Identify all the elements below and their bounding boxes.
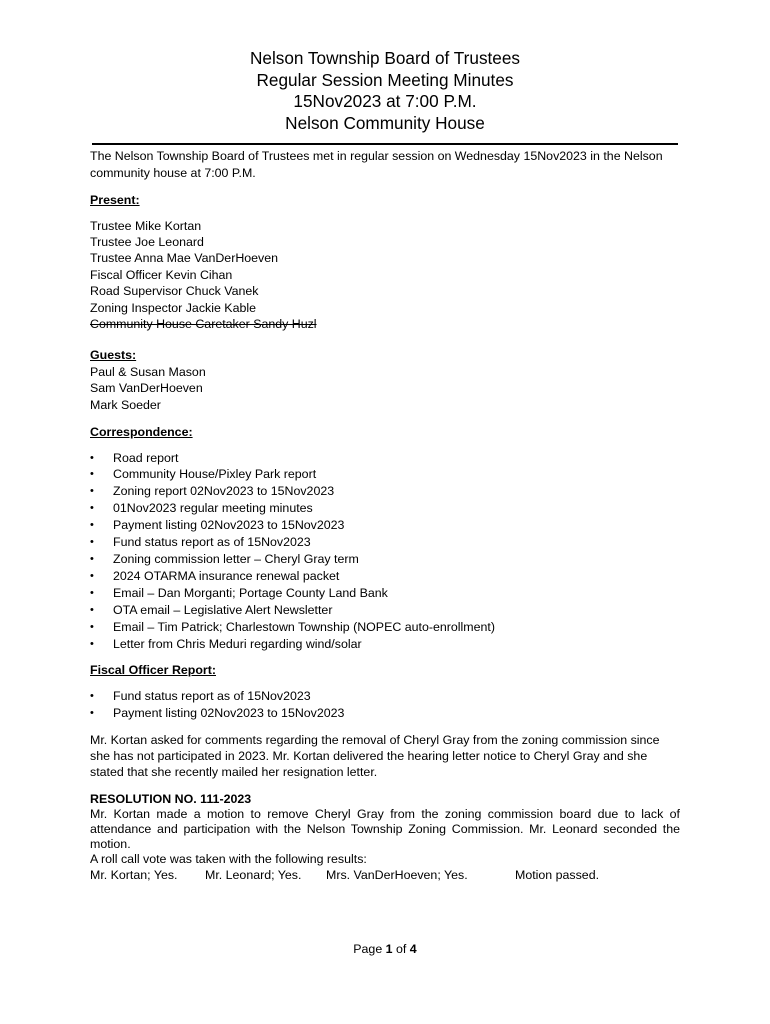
intro-paragraph: The Nelson Township Board of Trustees met in regular session on Wednesday 15Nov2023 in the Nelson community house at 7:00 P.M. [90, 149, 663, 180]
document-header [90, 48, 680, 134]
guests-heading: Guests: [90, 348, 137, 363]
correspondence-item: • Road report [90, 450, 680, 467]
discussion-paragraph: Mr. Kortan asked for comments regarding the removal of Cheryl Gray from the zoning commission since she has not participated in 2023. Mr. Kortan delivered the hearing letter notice to Cheryl Gray and she stated that she recently mailed her resignation letter. [90, 732, 660, 780]
present-item: Trustee Anna Mae VanDerHoeven [90, 251, 279, 266]
footer-middle: of [392, 942, 410, 956]
correspondence-item: • Email – Tim Patrick; Charlestown Township (NOPEC auto-enrollment) [90, 619, 680, 636]
rollcall-text: A roll call vote was taken with the following results: [90, 851, 367, 866]
present-item: Zoning Inspector Jackie Kable [90, 300, 256, 315]
vote-vanderhoeven: Mrs. VanDerHoeven; Yes. [326, 867, 468, 882]
correspondence-item: • OTA email – Legislative Alert Newsletter [90, 602, 680, 619]
header-line-2: Regular Session Meeting Minutes [256, 69, 514, 90]
correspondence-list [90, 450, 680, 653]
present-item: Fiscal Officer Kevin Cihan [90, 267, 233, 282]
present-item: Trustee Mike Kortan [90, 218, 202, 233]
correspondence-item: • 01Nov2023 regular meeting minutes [90, 500, 680, 517]
fiscal-list [90, 688, 680, 722]
header-line-1: Nelson Township Board of Trustees [249, 48, 521, 68]
header-line-3: 15Nov2023 at 7:00 P.M. [293, 91, 477, 111]
footer-current-page: 1 [385, 942, 393, 956]
present-list [90, 218, 680, 333]
vote-results [90, 867, 680, 883]
document-page [90, 48, 680, 883]
footer-prefix: Page [353, 942, 386, 956]
guest-item: Paul & Susan Mason [90, 364, 206, 379]
fiscal-item: • Fund status report as of 15Nov2023 [90, 688, 680, 705]
resolution-motion: Mr. Kortan made a motion to remove Cheryl Gray from the zoning commission board due to lack of attendance and participation with the Nelson Township Zoning Commission. Mr. Leonard seconded the motion. [90, 806, 680, 851]
correspondence-item: • 2024 OTARMA insurance renewal packet [90, 568, 680, 585]
correspondence-item: • Email – Dan Morganti; Portage County Land Bank [90, 585, 680, 602]
correspondence-item: • Letter from Chris Meduri regarding wind/solar [90, 636, 680, 653]
correspondence-item: • Community House/Pixley Park report [90, 466, 680, 483]
resolution-title: RESOLUTION NO. 111-2023 [90, 791, 252, 806]
guests-list [90, 364, 680, 413]
present-item: Trustee Joe Leonard [90, 234, 204, 249]
header-divider [92, 143, 678, 145]
present-heading: Present: [90, 193, 140, 207]
guest-item: Mark Soeder [90, 397, 161, 412]
header-line-4: Nelson Community House [285, 112, 485, 133]
fiscal-item: • Payment listing 02Nov2023 to 15Nov2023 [90, 705, 680, 722]
correspondence-heading: Correspondence: [90, 425, 193, 440]
present-item: Road Supervisor Chuck Vanek [90, 284, 259, 299]
vote-kortan: Mr. Kortan; Yes. [90, 867, 178, 882]
guest-item: Sam VanDerHoeven [90, 381, 203, 396]
correspondence-item: • Fund status report as of 15Nov2023 [90, 534, 680, 551]
footer-total-pages: 4 [409, 942, 417, 956]
present-item-struck: Community House Caretaker Sandy Huzl [90, 316, 317, 331]
correspondence-item: • Payment listing 02Nov2023 to 15Nov2023 [90, 517, 680, 534]
correspondence-item: • Zoning commission letter – Cheryl Gray term [90, 551, 680, 568]
vote-leonard: Mr. Leonard; Yes. [205, 867, 302, 882]
motion-outcome: Motion passed. [515, 867, 600, 882]
fiscal-heading: Fiscal Officer Report: [90, 663, 216, 678]
page-footer [0, 942, 770, 956]
correspondence-item: • Zoning report 02Nov2023 to 15Nov2023 [90, 483, 680, 500]
